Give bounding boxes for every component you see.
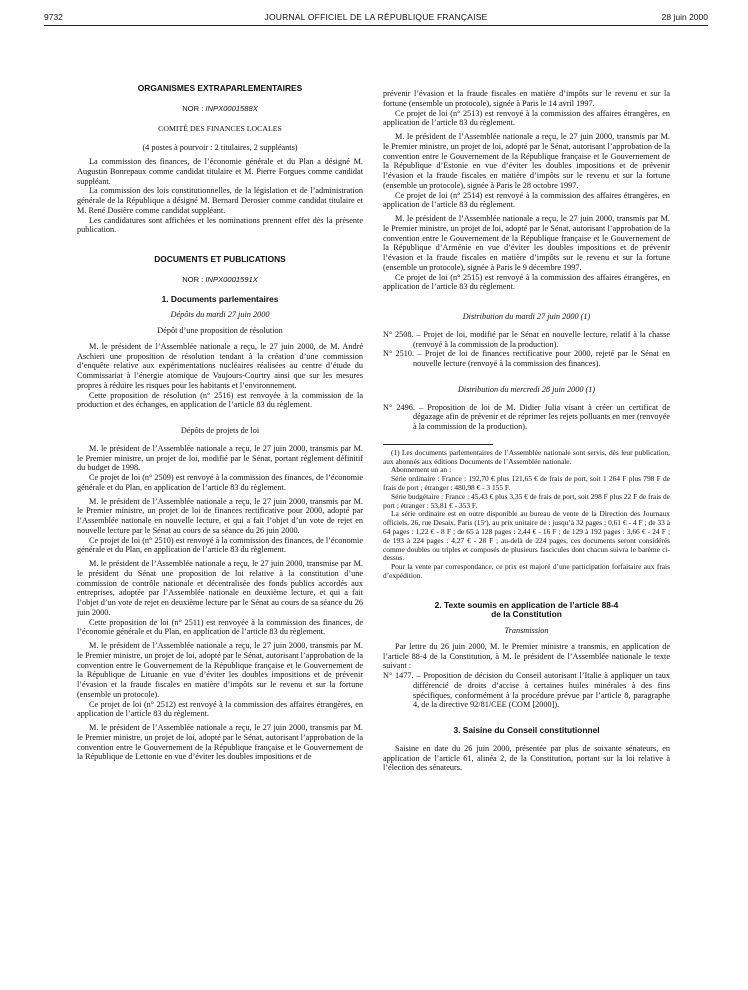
paragraph: M. le président de l’Assemblée nationale a reçu, le 27 juin 2000, transmise par M. le président du Sénat une proposition de loi relative à la constitution d’une commission de contrôle nationale et décentralisée des fonds publics accordés aux entreprises, adoptée par l’Assemblée nationale en deuxième lecture, et qui a fait l’objet d’un vote de rejet en deuxième lecture par le Sénat au cours de sa séance du 26 juin 2000.	[77, 559, 363, 617]
posts-note: (4 postes à pourvoir : 2 titulaires, 2 suppléants)	[142, 143, 298, 153]
paragraph: M. le président de l’Assemblée nationale a reçu, le 27 juin 2000, transmis par M. le Premier ministre, un projet de loi, modifié par le Sénat, portant règlement définitif du budget de 1998.	[77, 443, 363, 473]
distribution-item: N° 2496. – Proposition de loi de M. Didier Julia visant à créer un certificat de dégazage afin de prévenir et de réprimer les rejets polluants en mer (renvoyée à la commission de la production).	[383, 402, 670, 431]
section-title-conseil: 3. Saisine du Conseil constitutionnel	[453, 725, 600, 736]
transmission-heading: Transmission	[504, 626, 549, 636]
paragraph: Par lettre du 26 juin 2000, M. le Premier ministre a transmis, en application de l’article 88-4 de la Constitution, à M. le président de l’Assemblée nationale le texte suivant :	[383, 641, 670, 671]
section-title-organismes: ORGANISMES EXTRAPARLEMENTAIRES	[137, 83, 303, 93]
paragraph: Ce projet de loi (n° 2515) est renvoyé à la commission des affaires étrangères, en application de l’article 83 du règlement.	[383, 272, 670, 292]
paragraph: Cette proposition de résolution (n° 2516) est renvoyée à la commission de la production et des échanges, en application de l’article 83 du règlement.	[77, 390, 363, 410]
paragraph: Ce projet de loi (n° 2510) est renvoyé à la commission des finances, de l’économie générale et du Plan, en application de l’article 83 du règlement.	[77, 535, 363, 555]
header-rule	[44, 25, 708, 26]
paragraph: La commission des finances, de l’économie générale et du Plan a désigné M. Augustin Bonrepaux comme candidat titulaire et M. Pierre Forgues comme candidat suppléant.	[77, 157, 363, 186]
distribution-heading: Distribution du mercredi 28 juin 2000 (1)	[457, 384, 596, 394]
paragraph: Ce projet de loi (n° 2513) est renvoyé à la commission des affaires étrangères, en application de l’article 83 du règlement.	[383, 108, 670, 128]
right-column	[383, 89, 670, 773]
page-number: 9732	[44, 12, 63, 22]
left-column	[77, 84, 363, 762]
paragraph: M. le président de l’Assemblée nationale a reçu, le 27 juin 2000, de M. André Aschieri une proposition de résolution tendant à la création d’une commission d’enquête relative aux expérimentations nucléaires réalisées au centre d’étude du Commissariat à l’énergie atomique de Vaujours-Courtry ainsi que sur les mesures propres à réduire les risques pour les habitants et l’environnement.	[77, 341, 363, 390]
footnote-paragraph: Série ordinaire : France : 192,70 € plus 121,65 € de frais de port, soit 1 264 F plus 798 F de frais de port ; étranger : 480,98 € - 3 155 F.	[383, 474, 670, 492]
nor-reference: NOR : INPX0001588X	[182, 103, 258, 113]
committee-title: COMITÉ DES FINANCES LOCALES	[158, 123, 282, 133]
paragraph: prévenir l’évasion et la fraude fiscales en matière d’impôts sur le revenu et sur la fortune (ensemble un protocole), signée à Paris le 14 avril 1997.	[383, 89, 670, 108]
paragraph: Cette proposition de loi (n° 2511) est renvoyée à la commission des finances, de l’économie générale et du Plan, en application de l’article 83 du règlement.	[77, 617, 363, 637]
issue-date: 28 juin 2000	[661, 12, 708, 22]
paragraph: M. le président de l’Assemblée nationale a reçu, le 27 juin 2000, transmis par M. le Premier ministre, un projet de loi, adopté par le Sénat, autorisant l’approbation de la convention entre le Gouvernement de la République française et le Gouvernement de la République d’Arménie en vue d’éviter les doubles impositions et de prévenir l’évasion et la fraude fiscales en matière d’impôts sur le revenu et sur la fortune (ensemble un protocole), signée à Paris le 9 décembre 1997.	[383, 214, 670, 272]
footnote-paragraph: (1) Les documents parlementaires de l’Assemblée nationale sont servis, dès leur publication, aux abonnés aux éditions Documents de l’Assemblée nationale.	[383, 447, 670, 466]
distribution-item: N° 2510. – Projet de loi de finances rectificative pour 2000, rejeté par le Sénat en nouvelle lecture (renvoyé à la commission des finances).	[383, 349, 670, 368]
footnote-paragraph: Abonnement un an :	[391, 465, 452, 475]
footnote-paragraph: Série budgétaire : France : 45,43 € plus 3,35 € de frais de port, soit 298 F plus 22 F de frais de port ; étranger : 53,81 € - 353 F.	[383, 491, 670, 510]
footnote	[383, 449, 670, 581]
subsection-title: 1. Documents parlementaires	[161, 293, 279, 304]
paragraph: Ce projet de loi (n° 2509) est renvoyé à la commission des finances, de l’économie générale et du Plan, en application de l’article 83 du règlement.	[77, 473, 363, 492]
heading-projets: Dépôts de projets de loi	[180, 426, 260, 435]
nor-reference: NOR : INPX0001591X	[182, 274, 258, 284]
footnote-paragraph: Pour la vente par correspondance, ce prix est majoré d’une participation forfaitaire aux frais d’expédition.	[383, 562, 670, 580]
footnote-paragraph: La série ordinaire est en outre disponible au bureau de vente de la Direction des Journaux officiels, 26, rue Desaix, Paris (15ᵉ), au prix unitaire de : jusqu’à 32 pages : 0,61 € - 4 F ; de 33 à 64 pages : 1,22 € - 8 F ; de 65 à 128 pages : 2,44 € - 16 F ; de 129 à 192 pages : 3,66 € - 24 F ; de 193 à 224 pages : 4,27 € - 28 F ; au-delà de 224 pages, ces documents seront considérés comme doubles ou triples et composés de plusieurs fascicules dont chacun suivra le barème ci-dessus.	[383, 509, 670, 563]
distribution-item: N° 2508. – Projet de loi, modifié par le Sénat en nouvelle lecture, relatif à la chasse (renvoyé à la commission de la production).	[383, 329, 670, 349]
depots-date: Dépôts du mardi 27 juin 2000	[170, 310, 270, 320]
paragraph: La commission des lois constitutionnelles, de la législation et de l’administration générale de la République a désigné M. Bernard Derosier comme candidat titulaire et M. René Dosière comme candidat suppléant.	[77, 186, 363, 215]
page-header	[44, 10, 708, 26]
distribution-heading: Distribution du mardi 27 juin 2000 (1)	[462, 312, 591, 321]
paragraph: M. le président de l’Assemblée nationale a reçu, le 27 juin 2000, transmis par M. le Premier ministre, un projet de loi de finances rectificative pour 2000, adopté par l’Assemblée nationale en nouvelle lecture, et qui a fait l’objet d’un vote de rejet en nouvelle lecture par le Sénat au cours de sa séance du 26 juin 2000.	[77, 496, 363, 535]
paragraph: M. le président de l’Assemblée nationale a reçu, le 27 juin 2000, transmis par M. le Premier ministre, un projet de loi, adopté par le Sénat, autorisant l’approbation de la convention entre le Gouvernement de la République française et le Gouvernement de la République d’Estonie en vue d’éviter les doubles impositions et de prévenir l’évasion et la fraude fiscales en matière d’impôts sur le revenu et sur la fortune (ensemble un protocole), signée à Paris le 28 octobre 1997.	[383, 132, 670, 190]
paragraph: M. le président de l’Assemblée nationale a reçu, le 27 juin 2000, transmis par M. le Premier ministre, un projet de loi, adopté par le Sénat, autorisant l’approbation de la convention entre le Gouvernement de la République française et le Gouvernement de la République de Lettonie en vue d’éviter les doubles impositions et de	[77, 723, 363, 762]
journal-title: JOURNAL OFFICIEL DE LA RÉPUBLIQUE FRANÇAISE	[264, 12, 488, 22]
paragraph: Saisine en date du 26 juin 2000, présentée par plus de soixante sénateurs, en application de l’article 61, alinéa 2, de la Constitution, portant sur la loi relative à l’élection des sénateurs.	[383, 743, 670, 773]
transmission-item: N° 1477. – Proposition de décision du Conseil autorisant l’Italie à appliquer un taux différencié de droits d’accise à certaines huiles minérales à des fins spécifiques, conformément à la procédure prévue par l’article 8, paragraphe 4, de la directive 92/81/CEE (COM [2000]).	[383, 671, 670, 710]
paragraph: Ce projet de loi (n° 2512) est renvoyé à la commission des affaires étrangères, en application de l’article 83 du règlement.	[77, 699, 363, 719]
heading-resolution: Dépôt d’une proposition de résolution	[157, 326, 283, 335]
section-title-88-4: 2. Texte soumis en application de l’article 88-4 de la Constitution	[434, 599, 619, 620]
paragraph: Ce projet de loi (n° 2514) est renvoyé à la commission des affaires étrangères, en application de l’article 83 du règlement.	[383, 190, 670, 210]
paragraph: Les candidatures sont affichées et les nominations prennent effet dès la présente publication.	[77, 215, 363, 235]
paragraph: M. le président de l’Assemblée nationale a reçu, le 27 juin 2000, transmis par M. le Premier ministre, un projet de loi, adopté par le Sénat, autorisant l’approbation de la convention entre le Gouvernement de la République française et le Gouvernement de la République de Lituanie en vue d’éviter les doubles impositions et de prévenir l’évasion et la fraude fiscales en matière d’impôts sur le revenu et sur la fortune (ensemble un protocole).	[77, 641, 363, 699]
section-title-documents: DOCUMENTS ET PUBLICATIONS	[154, 254, 286, 264]
